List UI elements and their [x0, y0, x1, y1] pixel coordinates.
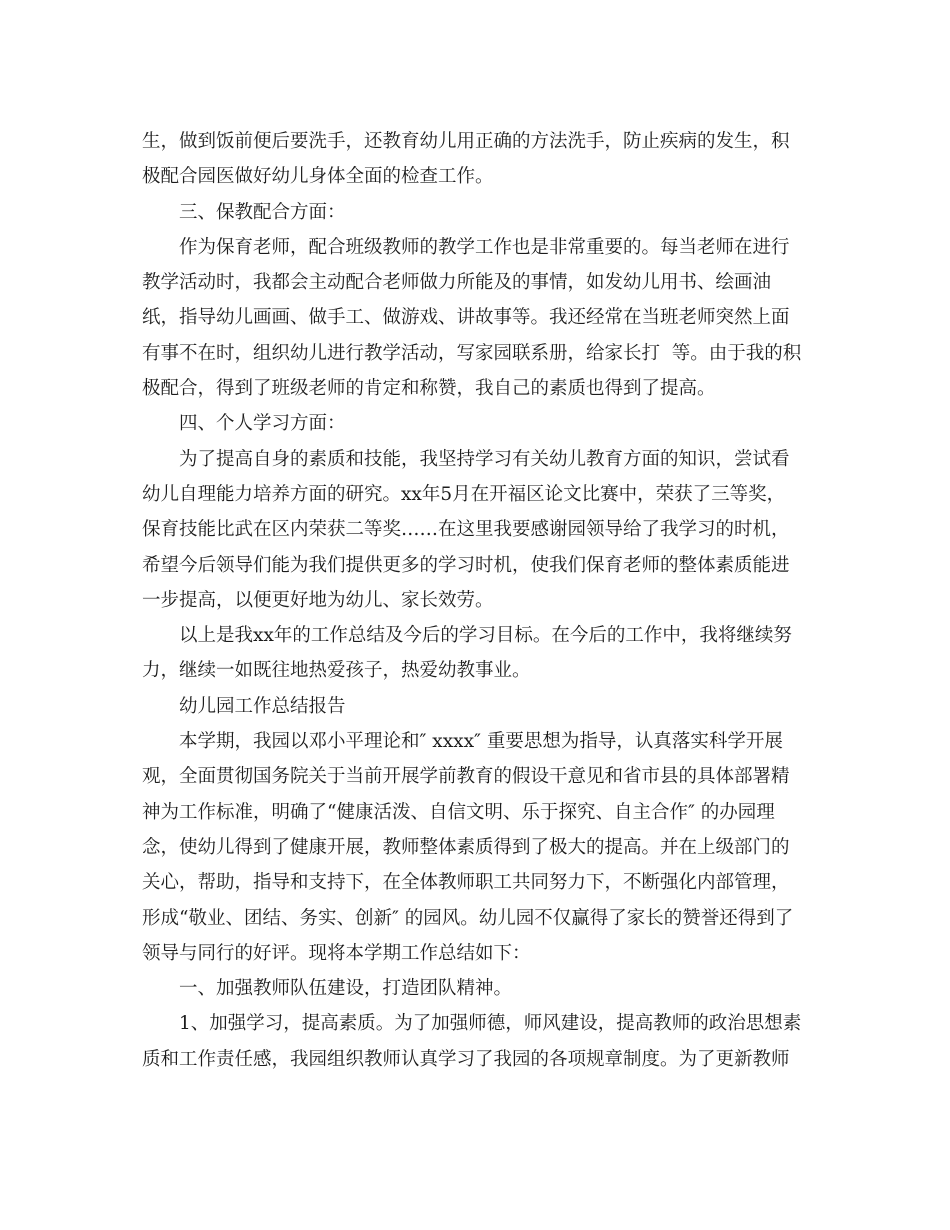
text-line: 1、加强学习，提高素质。为了加强师德，师风建设，提高教师的政治思想素 [179, 1013, 802, 1035]
text-line: 质和工作责任感，我园组织教师认真学习了我园的各项规章制度。为了更新教师 [142, 1048, 790, 1070]
text-line: 一、加强教师队伍建设，打造团队精神。 [179, 978, 513, 1000]
text-line: 为了提高自身的素质和技能，我坚持学习有关幼儿教育方面的知识，尝试看 [179, 448, 790, 470]
text-line: 幼儿自理能力培养方面的研究。xx年5月在开福区论文比赛中，荣获了三等奖， [142, 483, 786, 505]
text-line: 纸，指导幼儿画画、做手工、做游戏、讲故事等。我还经常在当班老师突然上面 [142, 307, 790, 329]
text-line: 作为保育老师，配合班级教师的教学工作也是非常重要的。每当老师在进行 [179, 236, 790, 258]
text-line: 形成“敬业、团结、务实、创新″ 的园风。幼儿园不仅赢得了家长的赞誉还得到了 [142, 907, 794, 929]
text-line: 一步提高，以便更好地为幼儿、家长效劳。 [142, 589, 494, 611]
text-line: 力，继续一如既往地热爱孩子，热爱幼教事业。 [142, 660, 531, 682]
text-line: 生，做到饭前便后要洗手，还教育幼儿用正确的方法洗手，防止疾病的发生，积 [142, 131, 790, 152]
text-line: 念，使幼儿得到了健康开展，教师整体素质得到了极大的提高。并在上级部门的 [142, 836, 790, 858]
text-line: 极配合园医做好幼儿身体全面的检查工作。 [142, 166, 494, 188]
text-line: 希望今后领导们能为我们提供更多的学习时机，使我们保育老师的整体素质能进 [142, 554, 790, 576]
text-line: 四、个人学习方面： [179, 413, 346, 435]
text-line: 本学期，我园以邓小平理论和″ xxxx″ 重要思想为指导，认真落实科学开展 [179, 731, 783, 753]
text-line: 关心，帮助，指导和支持下，在全体教师职工共同努力下，不断强化内部管理， [142, 872, 790, 894]
text-line: 三、保教配合方面： [179, 201, 346, 223]
text-line: 幼儿园工作总结报告 [179, 695, 346, 717]
text-line: 领导与同行的好评。现将本学期工作总结如下： [142, 942, 531, 964]
text-line: 保育技能比武在区内荣获二等奖……在这里我要感谢园领导给了我学习的时机， [142, 519, 790, 541]
text-line: 极配合，得到了班级老师的肯定和称赞，我自己的素质也得到了提高。 [142, 378, 716, 400]
text-line: 以上是我xx年的工作总结及今后的学习目标。在今后的工作中，我将继续努 [179, 625, 792, 647]
text-line: 神为工作标准，明确了“健康活泼、自信文明、乐于探究、自主合作″ 的办园理 [142, 801, 775, 823]
text-line: 教学活动时，我都会主动配合老师做力所能及的事情，如发幼儿用书、绘画油 [142, 272, 772, 294]
text-line: 有事不在时，组织幼儿进行教学活动，写家园联系册，给家长打 等。由于我的积 [142, 342, 802, 364]
text-line: 观，全面贯彻国务院关于当前开展学前教育的假设干意见和省市县的具体部署精 [142, 766, 790, 788]
document-body [142, 124, 817, 1077]
